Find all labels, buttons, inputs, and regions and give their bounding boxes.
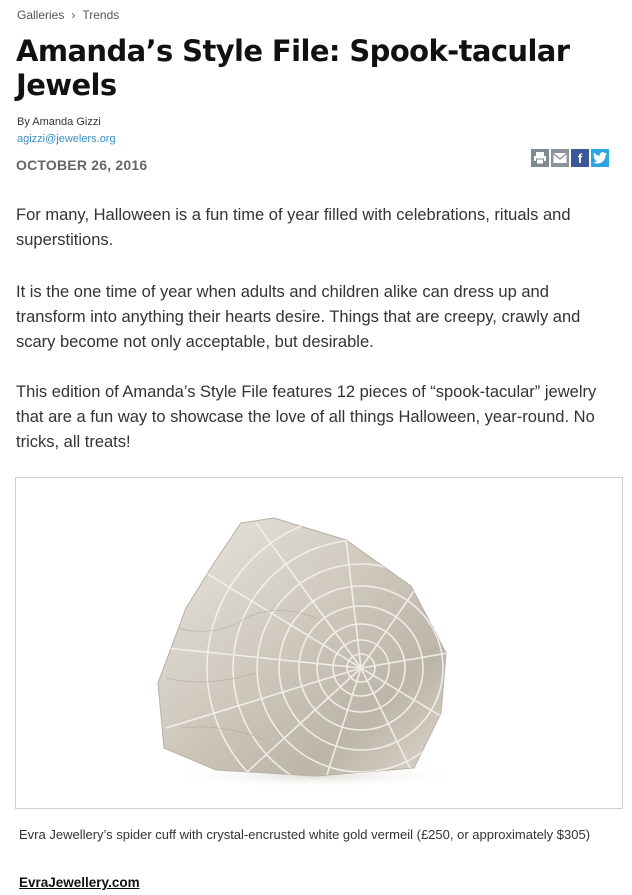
gallery-image[interactable] [15,477,623,809]
article-paragraph: This edition of Amanda’s Style File features 12 pieces of “spook-tacular” jewelry that are a fun way to showcase the love of all things Halloween, year-round. No tricks, all treats! [16,383,597,451]
publish-date: OCTOBER 26, 2016 [16,157,148,173]
article-paragraph: For many, Halloween is a fun time of year filled with celebrations, rituals and superstitions. [16,206,571,249]
twitter-icon[interactable] [591,149,609,167]
breadcrumb [17,8,119,22]
byline: By Amanda Gizzi [17,116,101,128]
chevron-right-icon: › [71,8,76,22]
facebook-icon[interactable]: f [571,149,589,167]
author-email-link[interactable]: agizzi@jewelers.org [17,133,116,145]
spider-cuff-image [16,478,622,808]
source-link[interactable]: EvraJewellery.com [19,875,140,890]
breadcrumb-trends[interactable]: Trends [82,8,120,22]
print-icon[interactable] [531,149,549,167]
image-caption: Evra Jewellery’s spider cuff with crystal-encrusted white gold vermeil (£250, or approximately $305) [19,827,591,842]
share-bar [531,149,609,167]
breadcrumb-galleries[interactable]: Galleries [17,8,65,22]
article-paragraph: It is the one time of year when adults and children alike can dress up and transform into anything their hearts desire. Things that are creepy, crawly and scary become not only acceptable, but desirable. [16,283,581,351]
page-title: Amanda’s Style File: Spook-tacular Jewels [16,34,570,102]
email-icon[interactable] [551,149,569,167]
